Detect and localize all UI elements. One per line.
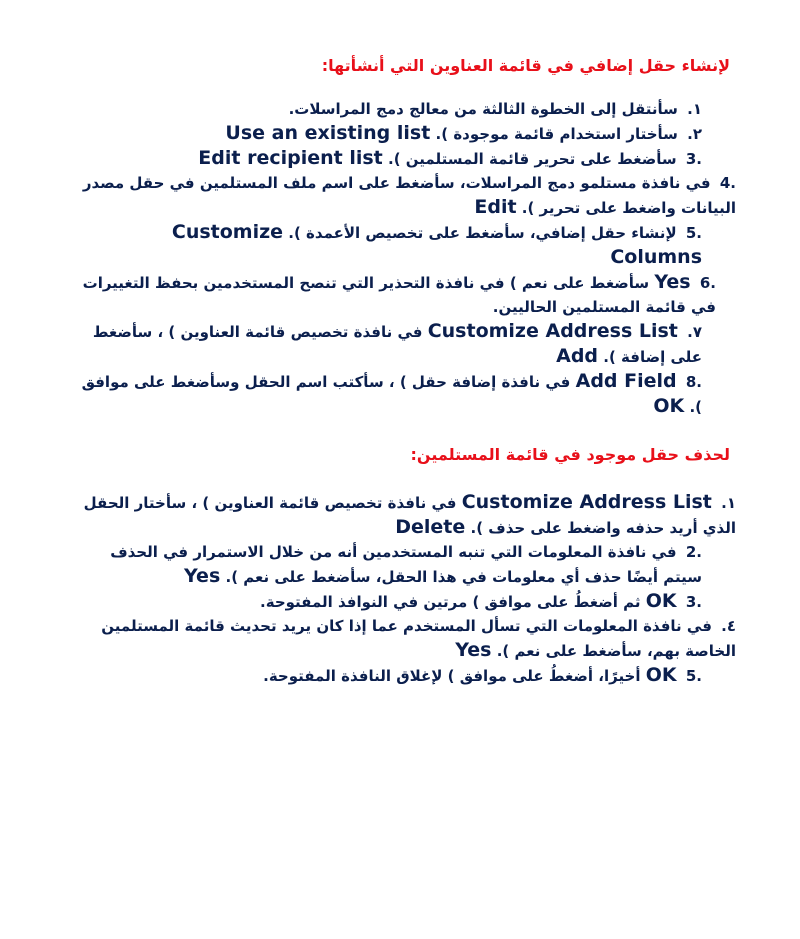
section1-heading: لإنشاء حقل إضافي في قائمة العناوين التي أنشأتها: <box>321 56 730 75</box>
english-term: Customize Address List <box>427 320 678 342</box>
step-6 <box>76 270 736 319</box>
english-term: Add <box>556 345 599 367</box>
step-2 <box>76 121 736 146</box>
step-4 <box>76 171 736 220</box>
step-text: سأنتقل إلى الخطوة الثالثة من معالج دمج المراسلات. <box>288 100 678 118</box>
english-term: OK <box>653 395 685 417</box>
english-term: Edit recipient list <box>198 147 383 169</box>
step-number: ١. <box>687 100 702 118</box>
step-number: .2 <box>685 543 702 561</box>
english-term: Use an existing list <box>225 122 431 144</box>
step-1 <box>76 490 736 540</box>
section1-steps <box>76 97 736 419</box>
english-term: Edit <box>474 196 517 218</box>
english-term: OK <box>645 664 677 686</box>
step-7 <box>76 319 736 369</box>
english-term: Add Field <box>575 370 677 392</box>
step-number: .3 <box>685 593 702 611</box>
step-2 <box>76 540 736 589</box>
step-text: في نافذة تخصيص قائمة العناوين ) ، سأضغط على إضافة ). <box>92 323 702 366</box>
english-term: Delete <box>395 516 466 538</box>
step-text: في نافذة المعلومات التي تسأل المستخدم عما إذا كان يريد تحديث قائمة المستلمين الخاصة بهم، سأضغط على نعم ). <box>101 617 736 660</box>
step-number: .5 <box>685 224 702 242</box>
english-term: Customize Columns <box>171 221 702 268</box>
step-text: ثم أضغطُ على موافق ) مرتين في النوافذ المفتوحة. <box>260 593 641 611</box>
step-3 <box>76 146 736 171</box>
step-text: أخيرًا، أضغطُ على موافق ) لإغلاق النافذة المفتوحة. <box>263 667 641 685</box>
step-number: .6 <box>699 274 716 292</box>
step-1 <box>76 97 736 121</box>
english-term: Yes <box>654 271 691 293</box>
step-number: ١. <box>721 494 736 512</box>
step-number: ٤. <box>721 617 736 635</box>
step-number: .8 <box>685 373 702 391</box>
step-text: في نافذة المعلومات التي تنبه المستخدمين أنه من خلال الاستمرار في الحذف سيتم أيضًا حذف أي معلومات في هذا الحقل، سأضغط على نعم ). <box>110 543 702 586</box>
step-number: ٧. <box>687 323 702 341</box>
step-text: سأضغط على نعم ) في نافذة التحذير التي تنصح المستخدمين بحفظ التغييرات في قائمة المستلمين الحاليين. <box>82 274 716 316</box>
english-term: Customize Address List <box>461 491 712 513</box>
step-3 <box>76 589 736 614</box>
english-term: Yes <box>184 565 221 587</box>
step-number: .5 <box>685 667 702 685</box>
step-text: في نافذة إضافة حقل ) ، سأكتب اسم الحقل وسأضغط على موافق ). <box>81 373 702 416</box>
english-term: OK <box>645 590 677 612</box>
step-number: .3 <box>685 150 702 168</box>
step-text: سأضغط على تحرير قائمة المستلمين ). <box>388 150 677 168</box>
step-number: ٢. <box>687 125 702 143</box>
step-5 <box>76 220 736 270</box>
step-number: .4 <box>719 174 736 192</box>
step-5 <box>76 663 736 688</box>
step-text: في نافذة تخصيص قائمة العناوين ) ، سأختار الحقل الذي أريد حذفه واضغط على حذف ). <box>83 494 736 537</box>
english-term: Yes <box>455 639 492 661</box>
step-4 <box>76 614 736 663</box>
step-text: لإنشاء حقل إضافي، سأضغط على تخصيص الأعمدة ). <box>288 224 677 242</box>
step-8 <box>76 369 736 419</box>
section2-steps <box>76 490 736 688</box>
step-text: سأختار استخدام قائمة موجودة ). <box>435 125 678 143</box>
step-text: في نافذة مستلمو دمج المراسلات، سأضغط على اسم ملف المستلمين في حقل مصدر البيانات واضغط على تحرير ). <box>82 174 736 217</box>
section2-heading: لحذف حقل موجود في قائمة المستلمين: <box>410 445 730 464</box>
